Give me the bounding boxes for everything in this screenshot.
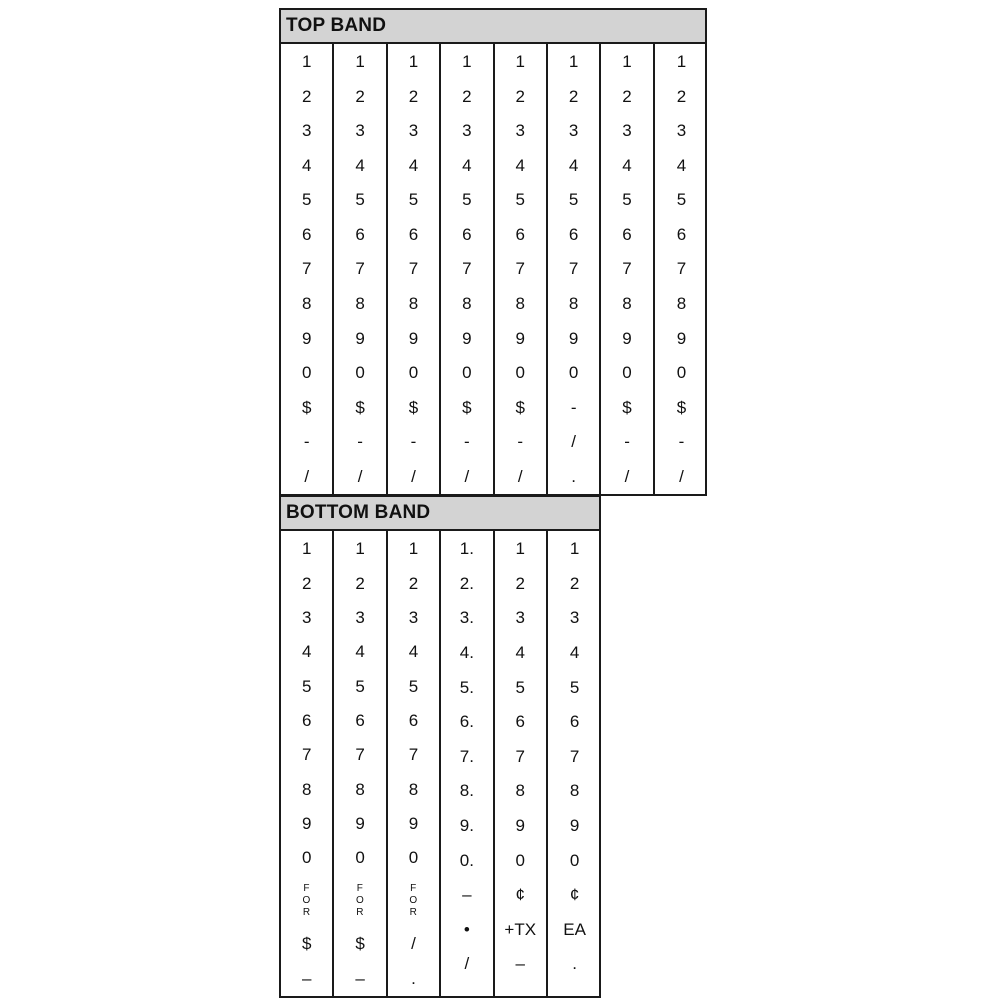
character-cell: 9 bbox=[515, 328, 525, 348]
character-cell: 7 bbox=[568, 259, 579, 279]
character-cell: EA bbox=[563, 919, 586, 939]
character-cell: 4 bbox=[301, 155, 312, 175]
character-cell: 2 bbox=[622, 86, 632, 106]
character-cell: 7 bbox=[301, 259, 312, 279]
top-band-table bbox=[279, 8, 707, 496]
bottom-band-column bbox=[388, 531, 441, 996]
character-cell: 5 bbox=[676, 190, 687, 210]
character-cell: - bbox=[678, 432, 685, 452]
character-cell: 9 bbox=[568, 328, 579, 348]
character-cell: - bbox=[303, 432, 310, 452]
character-cell: 8 bbox=[515, 781, 525, 801]
character-cell: 7 bbox=[301, 745, 312, 765]
character-cell: $ bbox=[622, 397, 632, 417]
character-cell: 2. bbox=[459, 573, 474, 593]
character-cell: 4 bbox=[408, 642, 419, 662]
character-cell: / bbox=[624, 466, 630, 486]
stacked-letter: O bbox=[409, 895, 418, 907]
character-cell: 4 bbox=[515, 155, 525, 175]
character-cell: 7 bbox=[569, 746, 580, 766]
character-cell: 1 bbox=[408, 52, 419, 72]
bottom-band-column bbox=[281, 531, 334, 996]
character-cell: 3 bbox=[408, 607, 419, 627]
character-cell: 3 bbox=[462, 121, 472, 141]
character-cell: 0 bbox=[355, 848, 365, 868]
bottom-band-column bbox=[441, 531, 494, 996]
character-cell: / bbox=[411, 466, 416, 486]
character-cell: 0. bbox=[459, 850, 474, 870]
character-cell: 0 bbox=[622, 363, 632, 383]
character-cell: – bbox=[515, 954, 525, 974]
character-cell: 9 bbox=[676, 328, 687, 348]
stacked-for-cell bbox=[388, 876, 439, 928]
character-cell: 7 bbox=[515, 746, 525, 766]
character-cell: 0 bbox=[569, 850, 580, 870]
character-cell: 6 bbox=[408, 710, 419, 730]
character-cell: 1 bbox=[301, 539, 312, 559]
character-cell: 0 bbox=[676, 363, 687, 383]
character-cell: ¢ bbox=[515, 885, 525, 905]
character-cell: - bbox=[357, 432, 363, 452]
character-cell: 6 bbox=[462, 224, 472, 244]
character-cell: 7. bbox=[459, 746, 474, 766]
character-cell: 7 bbox=[408, 259, 419, 279]
character-cell: 6 bbox=[408, 224, 419, 244]
character-cell: 7 bbox=[355, 259, 365, 279]
bottom-band-column bbox=[334, 531, 387, 996]
character-cell: 5 bbox=[622, 190, 632, 210]
character-cell: 5 bbox=[408, 190, 419, 210]
character-cell: 9 bbox=[569, 816, 580, 836]
character-cell: 3 bbox=[355, 121, 365, 141]
character-cell: . bbox=[411, 968, 416, 988]
character-cell: 4 bbox=[569, 643, 580, 663]
character-cell: / bbox=[357, 466, 363, 486]
character-cell: 4 bbox=[355, 155, 365, 175]
top-band-column bbox=[334, 44, 387, 494]
character-cell: 3 bbox=[355, 607, 365, 627]
character-cell: / bbox=[464, 954, 470, 974]
character-cell: 1 bbox=[569, 539, 580, 559]
character-cell: 1 bbox=[515, 539, 525, 559]
character-cell: 4 bbox=[462, 155, 472, 175]
character-cell: $ bbox=[301, 934, 312, 954]
stacked-letter: F bbox=[303, 883, 310, 895]
character-cell: 9 bbox=[355, 328, 365, 348]
character-cell: 9 bbox=[408, 328, 419, 348]
bottom-band-column bbox=[495, 531, 548, 996]
character-cell: 6 bbox=[515, 224, 525, 244]
character-cell: 8 bbox=[515, 293, 525, 313]
stacked-letter: F bbox=[410, 883, 417, 895]
character-cell: 3 bbox=[569, 608, 580, 628]
character-cell: - bbox=[464, 432, 470, 452]
character-cell: 2 bbox=[408, 573, 419, 593]
character-cell: 4 bbox=[355, 642, 365, 662]
character-cell: 3 bbox=[515, 608, 525, 628]
character-cell: +TX bbox=[504, 919, 537, 939]
character-cell: 7 bbox=[462, 259, 472, 279]
character-cell: 5 bbox=[568, 190, 579, 210]
top-band-column bbox=[495, 44, 548, 494]
character-cell: 9. bbox=[459, 816, 474, 836]
character-cell: 5 bbox=[355, 676, 365, 696]
character-cell: $ bbox=[676, 397, 687, 417]
character-cell: 0 bbox=[462, 363, 472, 383]
character-cell: 1 bbox=[568, 52, 579, 72]
character-cell: $ bbox=[462, 397, 472, 417]
character-cell: 0 bbox=[568, 363, 579, 383]
character-cell: 9 bbox=[622, 328, 632, 348]
stacked-letter: R bbox=[356, 907, 364, 919]
bottom-band-header: BOTTOM BAND bbox=[281, 497, 599, 531]
character-cell: 7 bbox=[515, 259, 525, 279]
top-band-column bbox=[441, 44, 494, 494]
character-cell: 4. bbox=[459, 643, 474, 663]
character-cell: 6 bbox=[569, 712, 580, 732]
character-cell: 8 bbox=[568, 293, 579, 313]
character-cell: ¢ bbox=[569, 885, 580, 905]
stacked-letter: F bbox=[356, 883, 364, 895]
top-band-column bbox=[548, 44, 601, 494]
character-cell: 8 bbox=[355, 779, 365, 799]
character-cell: 9 bbox=[301, 814, 312, 834]
top-band-columns bbox=[281, 44, 705, 494]
character-cell: 2 bbox=[301, 573, 312, 593]
character-cell: 5 bbox=[408, 676, 419, 696]
character-cell: 4 bbox=[408, 155, 419, 175]
character-cell: 6 bbox=[515, 712, 525, 732]
character-cell: 4 bbox=[568, 155, 579, 175]
character-cell: 3 bbox=[408, 121, 419, 141]
character-cell: $ bbox=[408, 397, 419, 417]
top-band-column bbox=[388, 44, 441, 494]
bottom-band-columns bbox=[281, 531, 599, 996]
top-band-column bbox=[655, 44, 708, 494]
character-cell: 5 bbox=[515, 190, 525, 210]
character-cell: – bbox=[355, 968, 365, 988]
character-cell: 0 bbox=[301, 363, 312, 383]
character-cell: $ bbox=[301, 397, 312, 417]
character-cell: 7 bbox=[355, 745, 365, 765]
character-cell: 3 bbox=[301, 121, 312, 141]
character-cell: 9 bbox=[515, 816, 525, 836]
character-cell: 2 bbox=[355, 86, 365, 106]
character-cell: 9 bbox=[301, 328, 312, 348]
character-cell: 4 bbox=[301, 642, 312, 662]
character-cell: 6 bbox=[568, 224, 579, 244]
top-band-column bbox=[601, 44, 654, 494]
character-cell: 8 bbox=[622, 293, 632, 313]
stacked-letter: O bbox=[302, 895, 311, 907]
character-cell: 8 bbox=[462, 293, 472, 313]
character-cell: 6 bbox=[355, 710, 365, 730]
character-cell: 8 bbox=[301, 293, 312, 313]
character-cell: 1. bbox=[459, 539, 474, 559]
character-cell: 5. bbox=[459, 677, 474, 697]
character-cell: 3 bbox=[676, 121, 687, 141]
stacked-for-cell bbox=[334, 876, 385, 928]
character-cell: 5 bbox=[462, 190, 472, 210]
character-cell: 2 bbox=[355, 573, 365, 593]
character-cell: - bbox=[624, 432, 630, 452]
character-cell: / bbox=[679, 466, 684, 486]
character-cell: 1 bbox=[676, 52, 687, 72]
character-cell: 7 bbox=[622, 259, 632, 279]
character-cell: 2 bbox=[676, 86, 687, 106]
character-cell: 3. bbox=[459, 608, 474, 628]
character-cell: 2 bbox=[515, 86, 525, 106]
character-cell: 2 bbox=[462, 86, 472, 106]
character-cell: 4 bbox=[676, 155, 687, 175]
character-cell: 8 bbox=[676, 293, 687, 313]
character-cell: 6 bbox=[676, 224, 687, 244]
character-cell: 0 bbox=[301, 848, 312, 868]
character-cell: 3 bbox=[568, 121, 579, 141]
character-cell: 5 bbox=[355, 190, 365, 210]
character-cell: 4 bbox=[622, 155, 632, 175]
character-cell: 1 bbox=[408, 539, 419, 559]
character-cell: / bbox=[517, 466, 523, 486]
character-cell: 8 bbox=[408, 779, 419, 799]
stacked-letter: O bbox=[355, 895, 365, 907]
character-cell: 1 bbox=[515, 52, 525, 72]
bottom-band-column bbox=[548, 531, 601, 996]
character-cell: 2 bbox=[568, 86, 579, 106]
character-cell: 0 bbox=[355, 363, 365, 383]
character-cell: 3 bbox=[515, 121, 525, 141]
character-cell: 0 bbox=[515, 363, 525, 383]
character-cell: 8. bbox=[459, 781, 474, 801]
top-band-column bbox=[281, 44, 334, 494]
character-cell: 8 bbox=[569, 781, 580, 801]
character-cell: - bbox=[410, 432, 417, 452]
bottom-band-table bbox=[279, 495, 601, 998]
character-cell: 0 bbox=[408, 363, 419, 383]
top-band-header: TOP BAND bbox=[281, 10, 705, 44]
character-cell: 2 bbox=[515, 573, 525, 593]
character-cell: - bbox=[570, 397, 577, 417]
stacked-letter: R bbox=[302, 907, 311, 919]
character-cell: 9 bbox=[462, 328, 472, 348]
character-cell: 8 bbox=[408, 293, 419, 313]
character-cell: 1 bbox=[355, 52, 365, 72]
character-cell: / bbox=[571, 432, 577, 452]
character-cell: 9 bbox=[408, 814, 419, 834]
character-cell: 8 bbox=[355, 293, 365, 313]
character-cell: 3 bbox=[301, 607, 312, 627]
character-cell: 7 bbox=[408, 745, 419, 765]
character-cell: . bbox=[572, 954, 578, 974]
character-cell: • bbox=[463, 919, 470, 939]
character-cell: – bbox=[462, 885, 472, 905]
character-cell: 6. bbox=[459, 712, 474, 732]
character-cell: 4 bbox=[515, 643, 525, 663]
character-cell: $ bbox=[355, 934, 365, 954]
character-cell: 6 bbox=[622, 224, 632, 244]
character-cell: / bbox=[411, 934, 416, 954]
character-cell: 5 bbox=[515, 677, 525, 697]
character-cell: 1 bbox=[355, 539, 365, 559]
character-cell: 8 bbox=[301, 779, 312, 799]
character-cell: / bbox=[464, 466, 470, 486]
character-cell: 7 bbox=[676, 259, 687, 279]
character-cell: 1 bbox=[462, 52, 472, 72]
character-cell: . bbox=[571, 466, 577, 486]
character-cell: 1 bbox=[301, 52, 312, 72]
character-cell: 5 bbox=[301, 190, 312, 210]
character-cell: 2 bbox=[301, 86, 312, 106]
character-cell: 6 bbox=[301, 710, 312, 730]
character-cell: 3 bbox=[622, 121, 632, 141]
character-cell: $ bbox=[355, 397, 365, 417]
character-cell: 2 bbox=[408, 86, 419, 106]
character-cell: – bbox=[301, 968, 312, 988]
character-cell: 6 bbox=[355, 224, 365, 244]
character-cell: 1 bbox=[622, 52, 632, 72]
character-cell: 9 bbox=[355, 814, 365, 834]
character-cell: $ bbox=[515, 397, 525, 417]
stacked-letter: R bbox=[409, 907, 418, 919]
character-cell: 2 bbox=[569, 573, 580, 593]
character-cell: / bbox=[304, 466, 310, 486]
character-cell: 0 bbox=[515, 850, 525, 870]
stacked-for-cell bbox=[281, 876, 332, 928]
character-cell: 5 bbox=[301, 676, 312, 696]
character-cell: 0 bbox=[408, 848, 419, 868]
character-cell: 5 bbox=[569, 677, 580, 697]
character-cell: - bbox=[517, 432, 524, 452]
character-cell: 6 bbox=[301, 224, 312, 244]
